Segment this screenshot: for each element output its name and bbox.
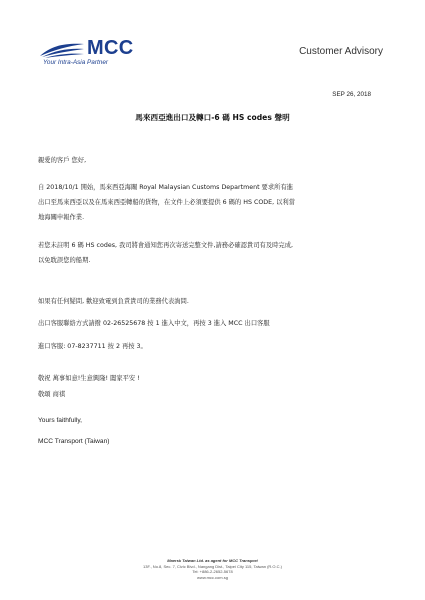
- company-signature: MCC Transport (Taiwan): [38, 438, 110, 445]
- para1-line3: 地海關申報作業.: [38, 214, 85, 221]
- footer-web: www.mcc.com.sg: [197, 574, 228, 580]
- advisory-date: SEP 26, 2018: [332, 91, 371, 98]
- export-service-line: 出口客服聯絡方式請撥 02-26525678 按 1 進入中文，再按 3 進入 MCC 出口客服: [38, 320, 270, 327]
- mcc-logo: [38, 37, 178, 70]
- contact-intro: 如果有任何疑問, 歡迎致電到負責貴司的業務代表詢問.: [38, 298, 189, 305]
- footer-address: 13F., No.8, Sec. 7, Civic Blvd., Nangang Dist., Taipei City 115, Taiwan (R.O.C.): [143, 563, 282, 569]
- import-service-line: 進口客服: 07-8237711 按 2 再按 3。: [38, 343, 147, 350]
- wishes: 敬祝 萬事如意!生意興隆! 闔家平安 !: [38, 375, 140, 382]
- footer-agent: Maersk Taiwan Ltd. as agent for MCC Transport: [167, 558, 258, 563]
- logo-tagline: Your Intra-Asia Partner: [43, 59, 109, 66]
- regards: 敬頌 商祺: [38, 391, 66, 398]
- greeting: 親愛的客戶 您好,: [38, 157, 87, 164]
- footer: [0, 558, 425, 580]
- logo-text: MCC: [87, 37, 134, 59]
- para1-line1: 自 2018/10/1 開始，馬來西亞海關 Royal Malaysian Customs Department 要求所有進: [38, 184, 294, 191]
- para2-line1: 若您未註明 6 碼 HS codes, 我司將會通知您再次寄送完整文件,請務必確認貴司有及時完成,: [38, 242, 294, 249]
- para1-line2: 出口至馬來西亞以及在馬來西亞轉船的貨物，在文件上必須要提供 6 碼的 HS CODE, 以利當: [38, 199, 296, 206]
- customer-advisory-heading: Customer Advisory: [299, 46, 383, 57]
- closing: Yours faithfully,: [38, 417, 82, 424]
- mcc-swoosh-icon: [38, 40, 86, 58]
- para2-line2: 以免耽誤您的船期.: [38, 257, 91, 264]
- footer-tel: Tel: +886-2-2652-5678: [192, 569, 233, 575]
- advisory-title: 馬來西亞進出口及轉口-6 碼 HS codes 聲明: [135, 113, 290, 122]
